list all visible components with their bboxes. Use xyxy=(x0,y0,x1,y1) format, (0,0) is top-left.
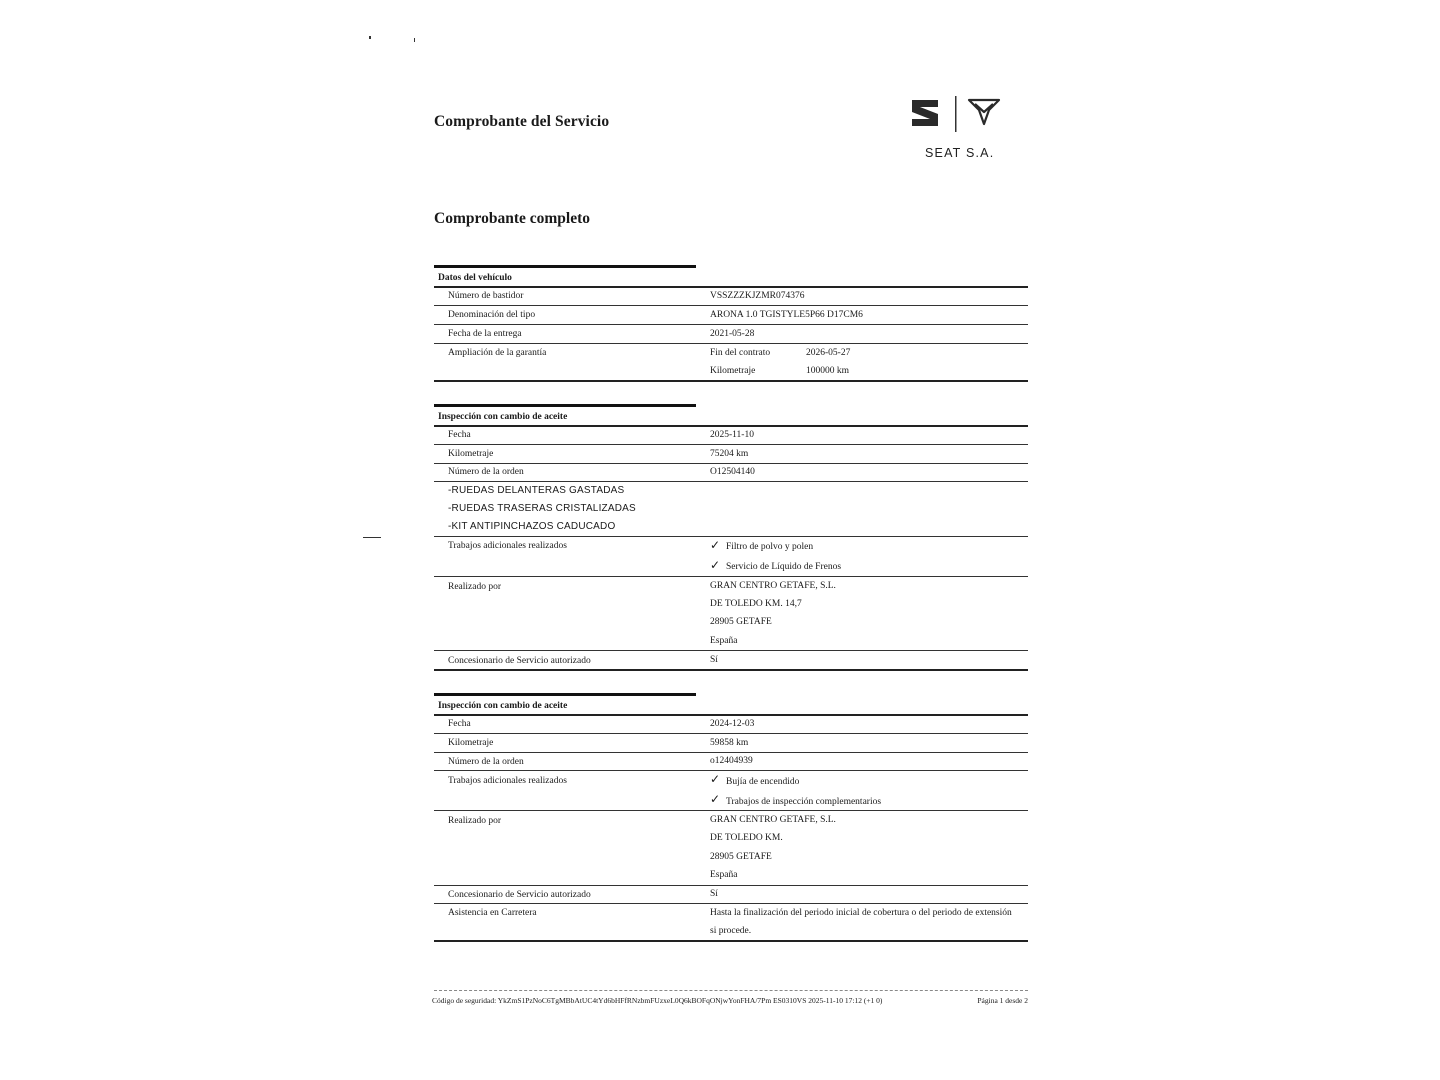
security-code: Código de seguridad: YkZmS1PzNoC6TgMBbAtUC4tYd6bHFfRNzbmFUzxeL0Q6kBOFqONjwYonFHA/7Pm ES0310VS 2025-11-10 17:12 (+1 0) xyxy=(432,996,883,1005)
divider xyxy=(434,343,1028,344)
checkmark-icon: ✓ xyxy=(710,558,721,572)
extra-work-label: Trabajos adicionales realizados xyxy=(448,541,567,551)
section-heading: Datos del vehículo xyxy=(438,273,512,283)
divider xyxy=(434,536,1028,537)
extra-work-item: Servicio de Líquido de Frenos xyxy=(726,562,842,572)
mileage-value: 59858 km xyxy=(710,738,749,748)
vin-label: Número de bastidor xyxy=(448,291,524,301)
brand-name: SEAT S.A. xyxy=(925,146,995,160)
extra-work-item: Bujía de encendido xyxy=(726,777,800,787)
checkmark-icon: ✓ xyxy=(710,538,721,552)
mileage-label: Kilometraje xyxy=(448,738,494,748)
divider xyxy=(434,650,1028,651)
divider xyxy=(434,286,1028,288)
workshop-country: España xyxy=(710,636,738,646)
vin-value: VSSZZZKJZMR074376 xyxy=(710,291,805,301)
workshop-name: GRAN CENTRO GETAFE, S.L. xyxy=(710,581,836,591)
divider xyxy=(434,733,1028,734)
date-label: Fecha xyxy=(448,430,471,440)
note-line: -KIT ANTIPINCHAZOS CADUCADO xyxy=(448,521,616,532)
divider xyxy=(434,810,1028,811)
divider xyxy=(434,885,1028,886)
section-bar xyxy=(434,265,696,268)
scan-margin-mark xyxy=(363,537,381,538)
divider xyxy=(434,425,1028,427)
section-heading: Inspección con cambio de aceite xyxy=(438,701,568,711)
order-number-label: Número de la orden xyxy=(448,757,524,767)
vehicle-section xyxy=(434,264,1028,384)
delivery-date-label: Fecha de la entrega xyxy=(448,329,522,339)
type-label: Denominación del tipo xyxy=(448,310,536,320)
type-value: ARONA 1.0 TGISTYLE5P66 D17CM6 xyxy=(710,310,863,320)
divider xyxy=(434,463,1028,464)
page-footer xyxy=(432,996,1028,1005)
scan-speck xyxy=(369,36,371,39)
roadside-assistance-value-cont: si procede. xyxy=(710,926,752,936)
contract-end-value: 2026-05-27 xyxy=(806,348,851,358)
divider xyxy=(434,380,1028,382)
roadside-assistance-value: Hasta la finalización del periodo inicial de cobertura o del periodo de extensión xyxy=(710,908,1012,918)
divider xyxy=(434,770,1028,771)
performed-by-label: Realizado por xyxy=(448,582,502,592)
contract-end-label: Fin del contrato xyxy=(710,348,771,358)
divider xyxy=(434,903,1028,904)
divider xyxy=(434,305,1028,306)
brand-block xyxy=(905,94,1031,166)
note-line: -RUEDAS DELANTERAS GASTADAS xyxy=(448,485,625,496)
checkmark-icon: ✓ xyxy=(710,792,721,806)
warranty-km-value: 100000 km xyxy=(806,366,850,376)
checkmark-icon: ✓ xyxy=(710,772,721,786)
divider xyxy=(434,669,1028,671)
divider xyxy=(434,444,1028,445)
workshop-address: DE TOLEDO KM. xyxy=(710,833,783,843)
authorized-dealer-value: Sí xyxy=(710,655,718,665)
authorized-dealer-label: Concesionario de Servicio autorizado xyxy=(448,890,591,900)
roadside-assistance-label: Asistencia en Carretera xyxy=(448,908,537,918)
mileage-value: 75204 km xyxy=(710,449,749,459)
divider xyxy=(434,576,1028,577)
inspection-section-2 xyxy=(434,692,1028,946)
authorized-dealer-value: Sí xyxy=(710,889,718,899)
extra-work-item: Trabajos de inspección complementarios xyxy=(726,797,882,807)
date-value: 2024-12-03 xyxy=(710,719,755,729)
scan-speck xyxy=(414,38,415,42)
performed-by-label: Realizado por xyxy=(448,816,502,826)
divider xyxy=(434,324,1028,325)
warranty-km-label: Kilometraje xyxy=(710,366,756,376)
warranty-label: Ampliación de la garantía xyxy=(448,348,547,358)
divider xyxy=(434,714,1028,716)
delivery-date-value: 2021-05-28 xyxy=(710,329,755,339)
order-number-value: o12404939 xyxy=(710,756,753,766)
workshop-city: 28905 GETAFE xyxy=(710,852,772,862)
footer-rule xyxy=(434,990,1028,991)
workshop-city: 28905 GETAFE xyxy=(710,617,772,627)
authorized-dealer-label: Concesionario de Servicio autorizado xyxy=(448,656,591,666)
extra-work-label: Trabajos adicionales realizados xyxy=(448,776,567,786)
logo-divider xyxy=(955,96,957,132)
section-bar xyxy=(434,404,696,407)
workshop-address: DE TOLEDO KM. 14,7 xyxy=(710,599,802,609)
page-number: Página 1 desde 2 xyxy=(977,996,1028,1005)
order-number-label: Número de la orden xyxy=(448,467,524,477)
divider xyxy=(434,940,1028,942)
cupra-logo-icon xyxy=(969,100,999,124)
order-number-value: O12504140 xyxy=(710,467,755,477)
extra-work-item: Filtro de polvo y polen xyxy=(726,542,814,552)
workshop-country: España xyxy=(710,870,738,880)
date-label: Fecha xyxy=(448,719,471,729)
note-line: -RUEDAS TRASERAS CRISTALIZADAS xyxy=(448,503,636,514)
section-bar xyxy=(434,693,696,696)
workshop-name: GRAN CENTRO GETAFE, S.L. xyxy=(710,815,836,825)
document-title: Comprobante del Servicio xyxy=(434,113,610,130)
document-subtitle: Comprobante completo xyxy=(434,210,590,227)
date-value: 2025-11-10 xyxy=(710,430,754,440)
inspection-section-1 xyxy=(434,403,1028,673)
divider xyxy=(434,481,1028,482)
seat-logo-icon xyxy=(905,94,1031,138)
divider xyxy=(434,752,1028,753)
mileage-label: Kilometraje xyxy=(448,449,494,459)
section-heading: Inspección con cambio de aceite xyxy=(438,412,568,422)
